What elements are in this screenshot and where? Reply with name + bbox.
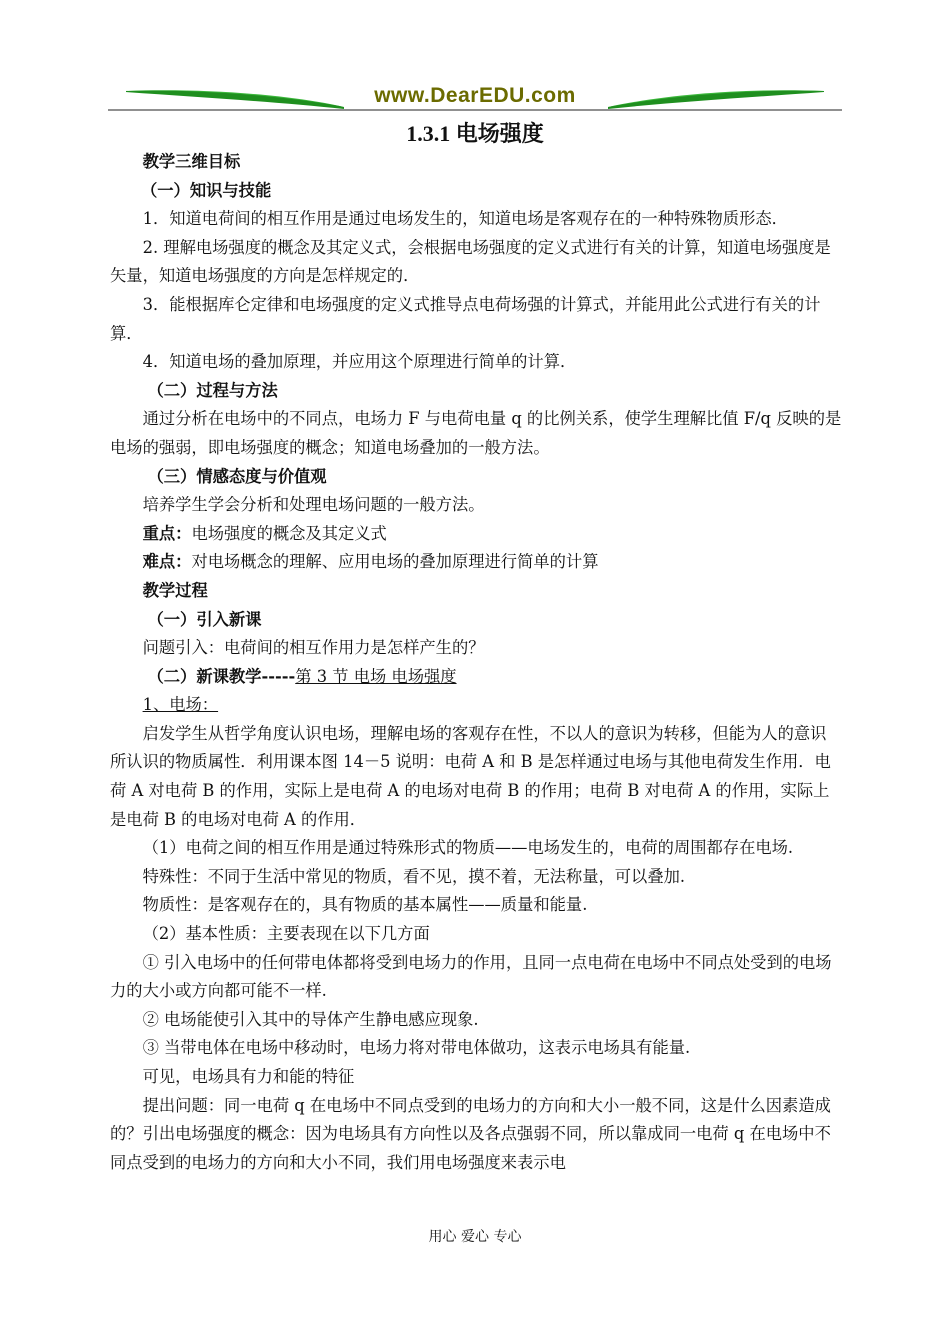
document-body (110, 148, 842, 1177)
attitude-text: 培养学生学会分析和处理电场问题的一般方法。 (142, 495, 485, 515)
difficulty (110, 548, 842, 577)
section-title-link: 第 3 节 电场 电场强度 (295, 666, 457, 686)
knowledge-item: 2. 理解电场强度的概念及其定义式，会根据电场强度的定义式进行有关的计算，知道电场强度是矢量，知道电场强度的方向是怎样规定的． (110, 237, 831, 286)
process-heading: 教学过程 (142, 580, 208, 600)
attitude-heading: （三）情感态度与价值观 (147, 466, 327, 486)
page-header (108, 80, 842, 112)
body-paragraph: 特殊性：不同于生活中常见的物质，看不见，摸不着，无法称量，可以叠加. (142, 866, 686, 886)
body-paragraph: 启发学生从哲学角度认识电场，理解电场的客观存在性，不以人的意识为转移，但能为人的意识所认识的物质属性．利用课本图 14－5 说明：电荷 A 和 B 是怎样通过电场与其他电荷发生作用．电荷 A 对电荷 B 的作用，实际上是电荷 A 的电场对电荷 B 的作用；电荷 B 对电荷 A 的作用，实际上是电荷 B 的电场对电荷 A 的作用． (110, 723, 831, 829)
body-paragraph: 物质性：是客观存在的，具有物质的基本属性——质量和能量. (142, 895, 588, 915)
method-heading: （二）过程与方法 (147, 380, 278, 400)
knowledge-heading: （一）知识与技能 (140, 180, 272, 200)
new-lesson-heading (110, 663, 842, 692)
body-paragraph: ① 引入电场中的任何带电体都将受到电场力的作用，且同一点电荷在电场中不同点处受到的电场力的大小或方向都可能不一样. (110, 952, 832, 1001)
new-lesson-label: （二）新课教学----- (147, 666, 296, 686)
knowledge-item: 3．能根据库仑定律和电场强度的定义式推导点电荷场强的计算式，并能用此公式进行有关的计算． (110, 294, 821, 343)
page-title: 1.3.1 电场强度 (406, 121, 544, 146)
body-paragraph: ② 电场能使引入其中的导体产生静电感应现象. (142, 1009, 479, 1029)
knowledge-item: 4．知道电场的叠加原理，并应用这个原理进行简单的计算． (142, 352, 577, 372)
body-paragraph: 可见，电场具有力和能的特征 (142, 1067, 355, 1086)
body-paragraph: （2）基本性质：主要表现在以下几方面 (142, 924, 430, 944)
goals-heading: 教学三维目标 (142, 152, 241, 171)
page-footer: 用心 爱心 专心 (428, 1229, 522, 1245)
site-logo-text: www.DearEDU.com (374, 84, 576, 107)
difficulty-text: 对电场概念的理解、应用电场的叠加原理进行简单的计算 (191, 552, 599, 572)
knowledge-item: 1．知道电荷间的相互作用是通过电场发生的，知道电场是客观存在的一种特殊物质形态． (142, 209, 788, 229)
field-heading: 1、电场： (142, 695, 219, 715)
body-paragraph: ③ 当带电体在电场中移动时，电场力将对带电体做功，这表示电场具有能量. (142, 1038, 691, 1058)
body-paragraph: （1）电荷之间的相互作用是通过特殊形式的物质——电场发生的，电荷的周围都存在电场. (142, 838, 794, 858)
body-paragraph: 提出问题：同一电荷 q 在电场中不同点受到的电场力的方向和大小一般不同，这是什么因素造成的？引出电场强度的概念：因为电场具有方向性以及各点强弱不同，所以靠成同一电荷 q 在电场中不同点受到的电场力的方向和大小不同，我们用电场强度来表示电 (110, 1095, 831, 1172)
intro-text: 问题引入：电荷间的相互作用力是怎样产生的？ (142, 638, 485, 658)
intro-heading: （一）引入新课 (147, 609, 262, 629)
key-point (110, 520, 842, 549)
method-text: 通过分析在电场中的不同点，电场力 F 与电荷电量 q 的比例关系，使学生理解比值 F/q 反映的是电场的强弱，即电场强度的概念；知道电场叠加的一般方法。 (110, 409, 842, 457)
key-point-label: 重点： (142, 523, 192, 543)
key-point-text: 电场强度的概念及其定义式 (191, 523, 387, 543)
difficulty-label: 难点： (142, 552, 192, 572)
